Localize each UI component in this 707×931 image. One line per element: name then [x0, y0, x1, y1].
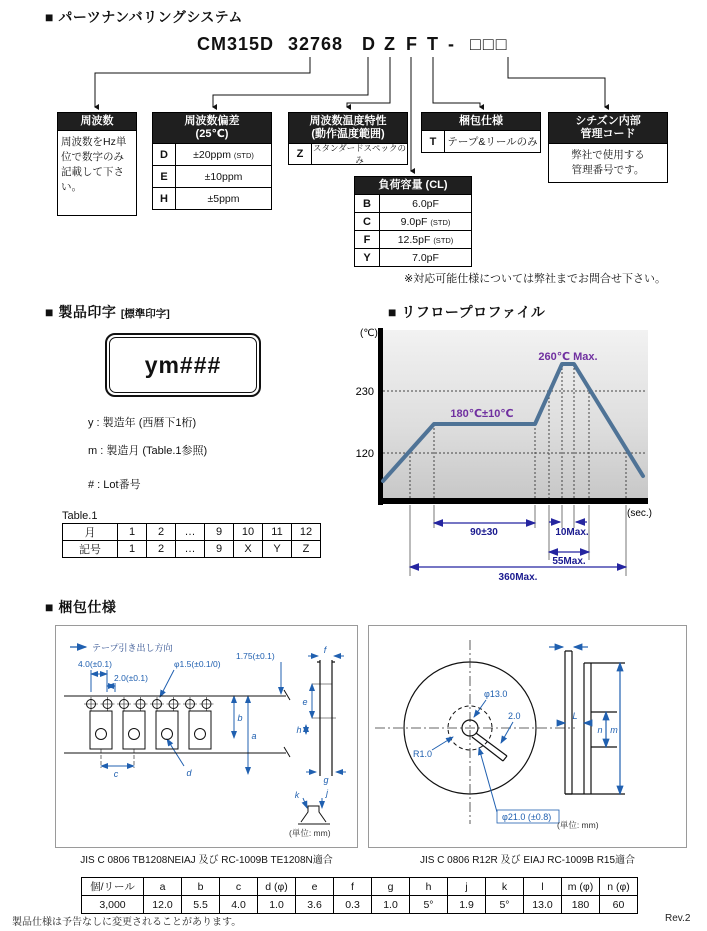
frequency-box-title: 周波数	[58, 113, 136, 130]
reel-leader-lines	[432, 700, 513, 812]
svg-text:a: a	[251, 731, 257, 741]
part-number-tempchar: Z	[384, 34, 396, 54]
chart-extension-lines	[410, 505, 626, 576]
chart-y-axis	[378, 328, 383, 505]
reel-caption: JIS C 0806 R12R 及び EIAJ RC-1009B R15適合	[419, 855, 636, 866]
footer-revision: Rev.2	[665, 913, 691, 924]
tempchar-box	[288, 112, 408, 165]
svg-text:c: c	[113, 769, 119, 779]
tape-caption: JIS C 0806 TB1208NEIAJ 及び RC-1009B TE1208N適合	[80, 855, 333, 866]
marking-code: ym###	[144, 351, 222, 378]
reflow-profile-chart	[353, 318, 698, 595]
table1-code-row: 記号 1 2 … 9 X Y Z	[63, 541, 321, 558]
reel-unit-label: (単位: mm)	[557, 820, 599, 830]
tolerance-box-title: 周波数偏差 (25℃)	[153, 113, 271, 143]
chart-y-unit: (℃)	[360, 328, 378, 339]
load-capacitance-title: 負荷容量 (CL)	[355, 177, 471, 194]
svg-text:b: b	[237, 713, 243, 723]
internal-code-box	[548, 112, 668, 183]
tape-unit-label: (単位: mm)	[289, 828, 331, 838]
marking-legend-lot: # : Lot番号	[88, 479, 141, 491]
svg-text:j: j	[326, 788, 328, 798]
section-title-reflow: ■ リフロープロファイル	[388, 304, 546, 320]
chart-tick-120: 120	[355, 448, 374, 460]
dimensions-table	[81, 877, 638, 914]
dimensions-value-row: 3,000 12.0 5.5 4.0 1.0 3.6 0.3 1.0 5° 1.9 5° 13.0 180 60	[82, 896, 638, 914]
part-number-separator: -	[448, 34, 455, 54]
packaging-box-title: 梱包仕様	[422, 113, 540, 130]
packaging-box	[421, 112, 541, 153]
chart-x-axis	[378, 498, 648, 504]
part-number-packaging: T	[427, 34, 439, 54]
table1-label: Table.1	[62, 510, 98, 522]
packaging-row: T テープ&リールのみ	[422, 130, 540, 152]
svg-text:k: k	[294, 790, 300, 800]
reel-letter-labels	[572, 711, 618, 735]
tape-outline	[64, 690, 290, 757]
svg-text:φ1.5(±0.1/0): φ1.5(±0.1/0)	[174, 659, 221, 669]
svg-text:R1.0: R1.0	[413, 749, 433, 759]
tape-drawing-panel	[55, 625, 358, 848]
chart-peak-label: 260℃ Max.	[538, 351, 598, 363]
svg-text:10Max.: 10Max.	[555, 527, 589, 538]
chart-tick-230: 230	[355, 386, 374, 398]
chart-dimension-labels	[470, 527, 589, 583]
table1	[62, 523, 321, 558]
svg-text:m: m	[610, 725, 618, 735]
reel-hub	[462, 720, 507, 761]
svg-text:φ13.0: φ13.0	[484, 689, 508, 699]
svg-text:L: L	[572, 711, 578, 721]
load-row: Y 7.0pF	[355, 248, 471, 266]
internal-code-box-title: シチズン内部 管理コード	[549, 113, 667, 143]
dimensions-header-row: 個/リール a b c d (φ) e f g h j k l m (φ) n (φ)	[82, 878, 638, 896]
svg-text:90±30: 90±30	[470, 527, 498, 538]
load-row: B 6.0pF	[355, 194, 471, 212]
marking-package-outline	[105, 333, 261, 397]
svg-text:360Max.: 360Max.	[498, 572, 538, 583]
internal-code-box-body: 弊社で使用する 管理番号です。	[549, 143, 667, 182]
tolerance-row: H ±5ppm	[153, 187, 271, 209]
load-capacitance-box	[354, 176, 472, 267]
svg-text:n: n	[597, 725, 603, 735]
marking-legend-y: y : 製造年 (西暦下1桁)	[88, 417, 197, 429]
reel-centerlines	[375, 640, 578, 824]
tolerance-box	[152, 112, 272, 210]
availability-note: ※対応可能仕様については弊社までお問合せ下さい。	[404, 273, 666, 285]
frequency-box-body: 周波数をHz単位で数字のみ記載して下さい。	[58, 130, 136, 215]
svg-text:φ21.0 (±0.8): φ21.0 (±0.8)	[502, 812, 552, 822]
footer-disclaimer: 製品仕様は予告なしに変更されることがあります。	[12, 917, 242, 928]
tape-direction-label: テープ引き出し方向	[92, 643, 173, 653]
tolerance-row: D ±20ppm (STD)	[153, 143, 271, 165]
chart-dimension-arrows	[410, 522, 626, 567]
part-number-tolerance: D	[362, 34, 376, 54]
frequency-box	[57, 112, 137, 216]
tape-sprocket-holes	[84, 697, 214, 711]
svg-text:d: d	[186, 768, 192, 778]
tempchar-box-title: 周波数温度特性 (動作温度範囲)	[289, 113, 407, 143]
load-row: F 12.5pF (STD)	[355, 230, 471, 248]
part-number-frequency: 32768	[288, 34, 344, 54]
svg-text:g: g	[323, 775, 329, 785]
reel-drawing	[369, 626, 686, 847]
tape-drawing	[56, 626, 357, 847]
tempchar-row: Z スタンダードスペックのみ	[289, 143, 407, 164]
svg-text:2.0: 2.0	[508, 711, 521, 721]
tolerance-row: E ±10ppm	[153, 165, 271, 187]
marking-legend-m: m : 製造月 (Table.1参照)	[88, 445, 208, 457]
part-number-suffix: □□□	[470, 34, 509, 54]
section-title-marking: ■ 製品印字 [標準印字]	[45, 304, 170, 320]
marking-subtitle: [標準印字]	[120, 308, 170, 320]
part-number-load: F	[406, 34, 418, 54]
table1-month-row: 月 1 2 … 9 10 11 12	[63, 524, 321, 541]
svg-text:h: h	[296, 725, 302, 735]
svg-text:4.0(±0.1): 4.0(±0.1)	[78, 659, 112, 669]
svg-text:55Max.: 55Max.	[552, 556, 586, 567]
reel-side-view	[565, 651, 625, 794]
svg-text:2.0(±0.1): 2.0(±0.1)	[114, 673, 148, 683]
section-title-part-numbering: ■ パーツナンバリングシステム	[45, 9, 243, 25]
svg-text:1.75(±0.1): 1.75(±0.1)	[236, 651, 275, 661]
part-number-series: CM315D	[197, 34, 275, 54]
chart-x-unit: (sec.)	[627, 508, 652, 519]
tape-pockets	[90, 711, 211, 768]
svg-text:f: f	[323, 645, 327, 655]
svg-text:e: e	[302, 697, 308, 707]
section-title-packaging: ■ 梱包仕様	[45, 599, 117, 615]
reel-drawing-panel	[368, 625, 687, 848]
tape-letter-labels	[114, 645, 329, 800]
chart-soak-label: 180℃±10℃	[450, 408, 514, 420]
load-row: C 9.0pF (STD)	[355, 212, 471, 230]
tape-dimension-labels	[78, 651, 275, 683]
